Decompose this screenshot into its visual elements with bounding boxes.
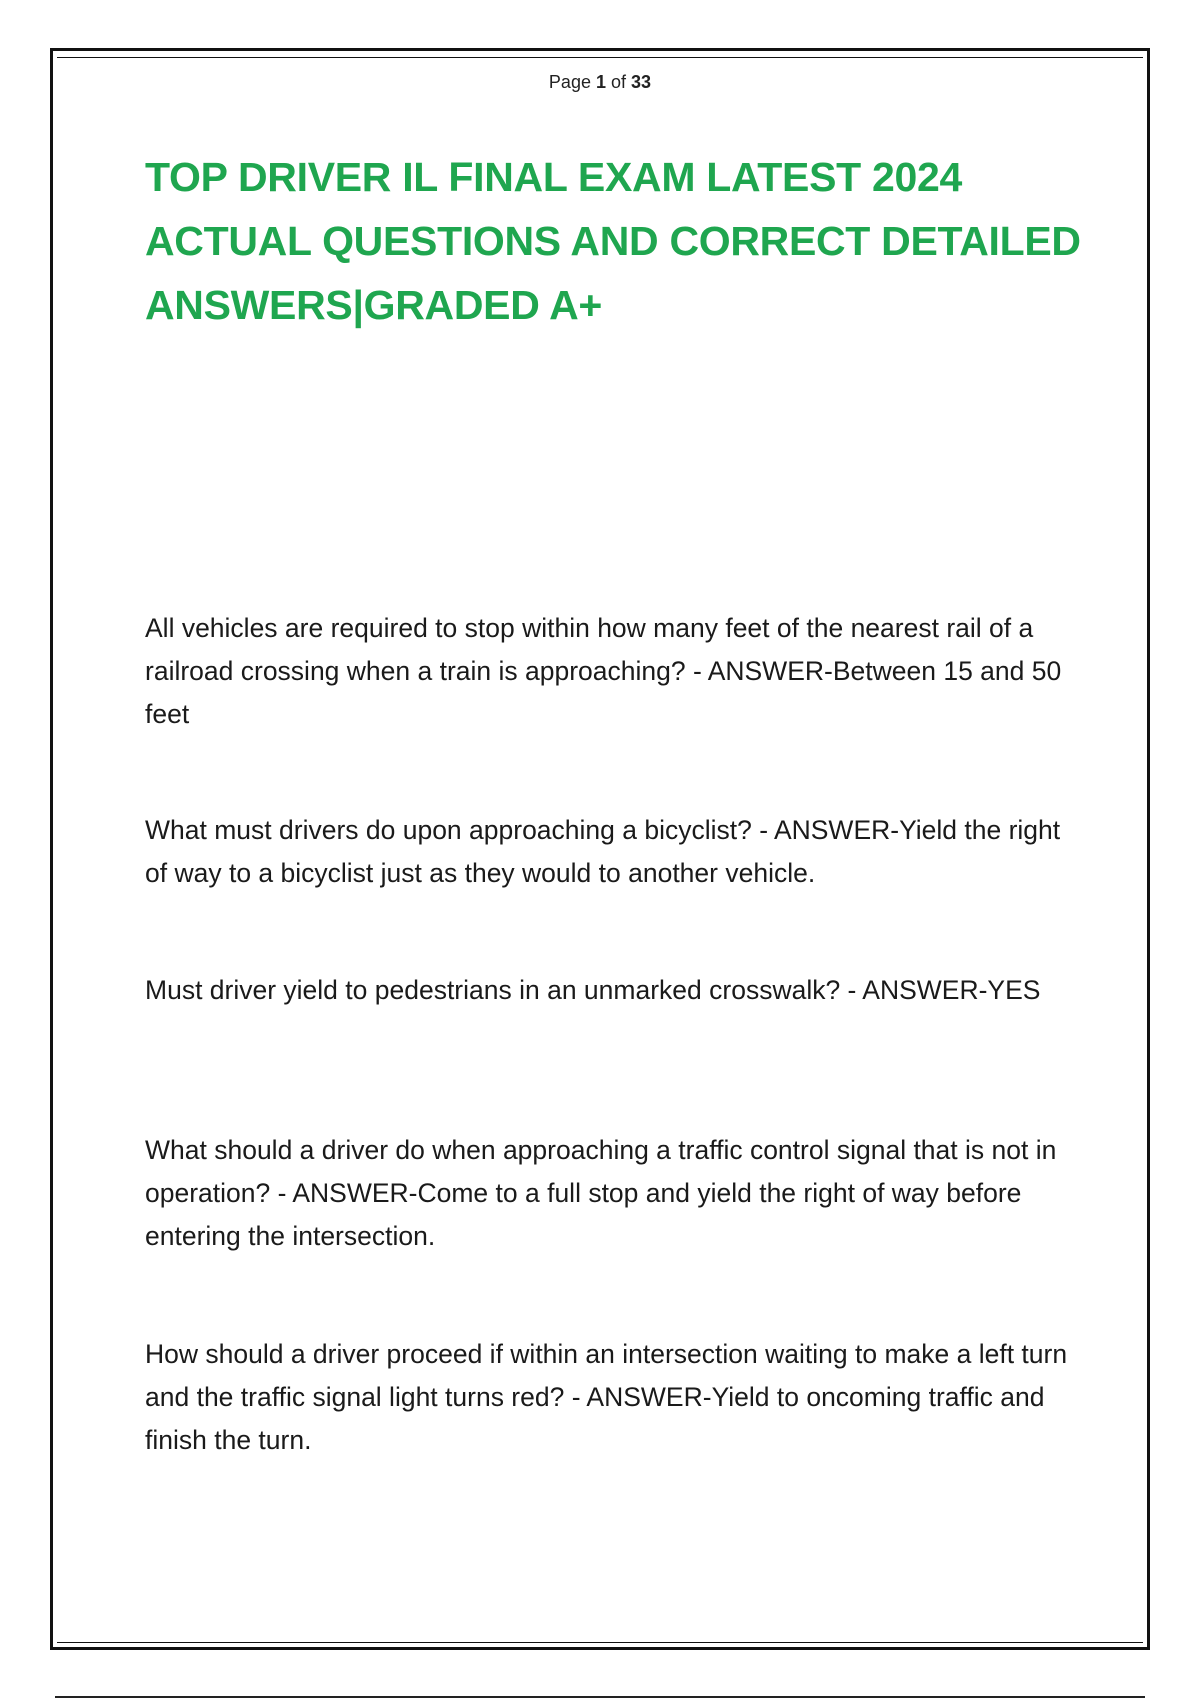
current-page-number: 1 xyxy=(595,72,606,92)
document-title: TOP DRIVER IL FINAL EXAM LATEST 2024 ACTUAL QUESTIONS AND CORRECT DETAILED ANSWERS|GRADED A+ xyxy=(145,154,1081,328)
qa-item-5: How should a driver proceed if within an intersection waiting to make a left turn and the traffic signal light turns red? - ANSWER-Yield to oncoming traffic and finish the turn. xyxy=(145,1339,1068,1455)
next-page-edge xyxy=(55,1696,1145,1698)
page-of-label: of xyxy=(611,72,627,92)
qa-item-1: All vehicles are required to stop within how many feet of the nearest rail of a railroad crossing when a train is approaching? - ANSWER-Between 15 and 50 feet xyxy=(145,613,1062,729)
total-page-count: 33 xyxy=(631,72,652,92)
page-indicator xyxy=(0,72,1200,93)
qa-item-4: What should a driver do when approaching a traffic control signal that is not in operation? - ANSWER-Come to a full stop and yield the right of way before entering the intersection. xyxy=(145,1135,1057,1251)
qa-item-2: What must drivers do upon approaching a bicyclist? - ANSWER-Yield the right of way to a bicyclist just as they would to another vehicle. xyxy=(145,815,1061,888)
qa-item-3: Must driver yield to pedestrians in an unmarked crosswalk? - ANSWER-YES xyxy=(145,975,1041,1005)
page-label: Page xyxy=(548,72,591,92)
